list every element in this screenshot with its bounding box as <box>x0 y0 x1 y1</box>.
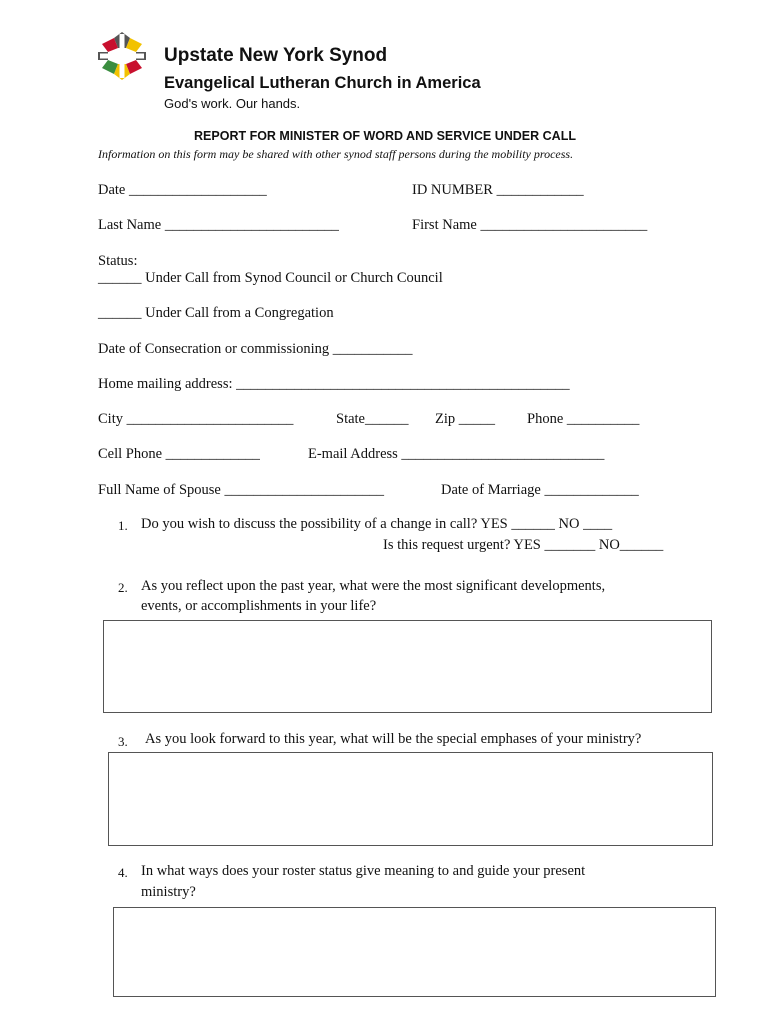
question-2-text: As you reflect upon the past year, what were the most significant developments, <box>141 578 606 594</box>
status-label: Status: <box>98 253 138 269</box>
home-address-field[interactable]: Home mailing address: ______________________________________________ <box>98 376 570 392</box>
question-4-text: In what ways does your roster status give meaning to and guide your present <box>141 863 586 879</box>
question-2-number: 2. <box>118 580 128 595</box>
question-2-text-cont: events, or accomplishments in your life? <box>141 598 377 614</box>
state-field[interactable]: State______ <box>336 411 409 427</box>
status-option-congregation[interactable]: ______ Under Call from a Congregation <box>98 305 334 321</box>
cell-phone-field[interactable]: Cell Phone _____________ <box>98 446 260 462</box>
question-1-number: 1. <box>118 518 128 533</box>
answer-box-4[interactable] <box>113 907 716 997</box>
status-option-synod-council[interactable]: ______ Under Call from Synod Council or Church Council <box>98 270 443 286</box>
spouse-name-field[interactable]: Full Name of Spouse ______________________ <box>98 482 384 498</box>
form-title: REPORT FOR MINISTER OF WORD AND SERVICE UNDER CALL <box>194 129 576 143</box>
question-3-text: As you look forward to this year, what will be the special emphases of your ministry? <box>145 731 642 747</box>
zip-field[interactable]: Zip _____ <box>435 411 496 427</box>
church-name: Evangelical Lutheran Church in America <box>164 74 481 92</box>
answer-box-3[interactable] <box>108 752 713 846</box>
id-number-field[interactable]: ID NUMBER ____________ <box>412 182 584 198</box>
question-3-number: 3. <box>118 734 128 749</box>
last-name-field[interactable]: Last Name ________________________ <box>98 217 339 233</box>
consecration-date-field[interactable]: Date of Consecration or commissioning ___________ <box>98 341 413 357</box>
email-field[interactable]: E-mail Address ____________________________ <box>308 446 605 462</box>
elca-cross-logo-icon <box>94 28 150 84</box>
answer-box-2[interactable] <box>103 620 712 713</box>
tagline: God's work. Our hands. <box>164 96 301 111</box>
org-name: Upstate New York Synod <box>164 45 388 66</box>
question-1-urgent: Is this request urgent? YES _______ NO______ <box>383 537 664 553</box>
question-4-number: 4. <box>118 865 128 880</box>
form-subtitle: Information on this form may be shared with other synod staff persons during the mobility process. <box>98 147 574 161</box>
city-field[interactable]: City _______________________ <box>98 411 294 427</box>
phone-field[interactable]: Phone __________ <box>527 411 640 427</box>
marriage-date-field[interactable]: Date of Marriage _____________ <box>441 482 639 498</box>
question-1-text: Do you wish to discuss the possibility of a change in call? YES ______ NO ____ <box>141 516 613 532</box>
question-4-text-cont: ministry? <box>141 884 196 900</box>
date-field[interactable]: Date ___________________ <box>98 182 267 198</box>
first-name-field[interactable]: First Name _______________________ <box>412 217 648 233</box>
